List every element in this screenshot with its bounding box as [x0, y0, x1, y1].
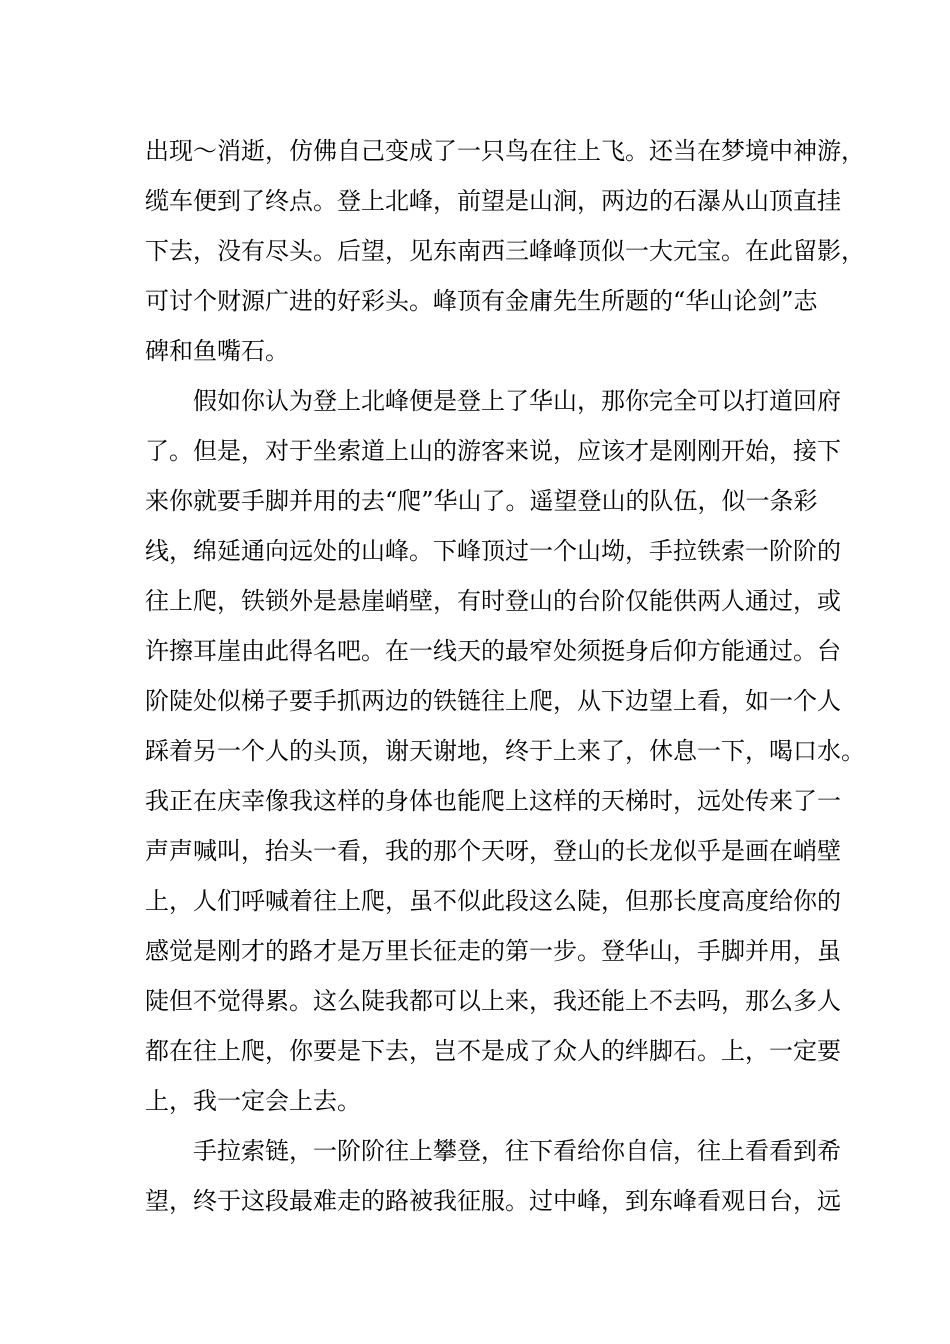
paragraph-1: [145, 126, 865, 376]
text-line: 声声喊叫，抬头一看，我的那个天呀，登山的长龙似乎是画在峭壁: [145, 837, 841, 865]
text-line: 可讨个财源广进的好彩头。峰顶有金庸先生所题的“华山论剑”志: [145, 287, 818, 315]
text-line: 假如你认为登上北峰便是登上了华山，那你完全可以打道回府: [193, 387, 841, 415]
text-line: 手拉索链，一阶阶往上攀登，往下看给你自信，往上看看到希: [193, 1137, 841, 1165]
text-line: 都在往上爬，你要是下去，岂不是成了众人的绊脚石。上，一定要: [145, 1037, 841, 1065]
body-text: [145, 126, 865, 1226]
text-line: 来你就要手脚并用的去“爬”华山了。遥望登山的队伍，似一条彩: [145, 487, 818, 515]
text-line: 望，终于这段最难走的路被我征服。过中峰，到东峰看观日台，远: [145, 1187, 841, 1215]
text-line: 阶陡处似梯子要手抓两边的铁链往上爬，从下边望上看，如一个人: [145, 687, 841, 715]
text-line: 出现～消逝，仿佛自己变成了一只鸟在往上飞。还当在梦境中神游，: [145, 137, 865, 165]
text-line: 碑和鱼嘴石。: [145, 337, 289, 365]
text-line: 线，绵延通向远处的山峰。下峰顶过一个山坳，手拉铁索一阶阶的: [145, 537, 841, 565]
text-line: 感觉是刚才的路才是万里长征走的第一步。登华山，手脚并用，虽: [145, 937, 841, 965]
text-line: 上，人们呼喊着往上爬，虽不似此段这么陡，但那长度高度给你的: [145, 887, 841, 915]
text-line: 往上爬，铁锁外是悬崖峭壁，有时登山的台阶仅能供两人通过，或: [145, 587, 841, 615]
text-line: 许擦耳崖由此得名吧。在一线天的最窄处须挺身后仰方能通过。台: [145, 637, 841, 665]
paragraph-3: [145, 1126, 841, 1226]
text-line: 陡但不觉得累。这么陡我都可以上来，我还能上不去吗，那么多人: [145, 987, 841, 1015]
text-line: 缆车便到了终点。登上北峰，前望是山涧，两边的石瀑从山顶直挂: [145, 187, 841, 215]
text-line: 下去，没有尽头。后望，见东南西三峰峰顶似一大元宝。在此留影，: [145, 237, 865, 265]
text-line: 踩着另一个人的头顶，谢天谢地，终于上来了，休息一下，喝口水。: [145, 737, 865, 765]
text-line: 上，我一定会上去。: [145, 1087, 361, 1115]
text-line: 了。但是，对于坐索道上山的游客来说，应该才是刚刚开始，接下: [145, 437, 841, 465]
paragraph-2: [145, 376, 865, 1126]
text-line: 我正在庆幸像我这样的身体也能爬上这样的天梯时，远处传来了一: [145, 787, 841, 815]
